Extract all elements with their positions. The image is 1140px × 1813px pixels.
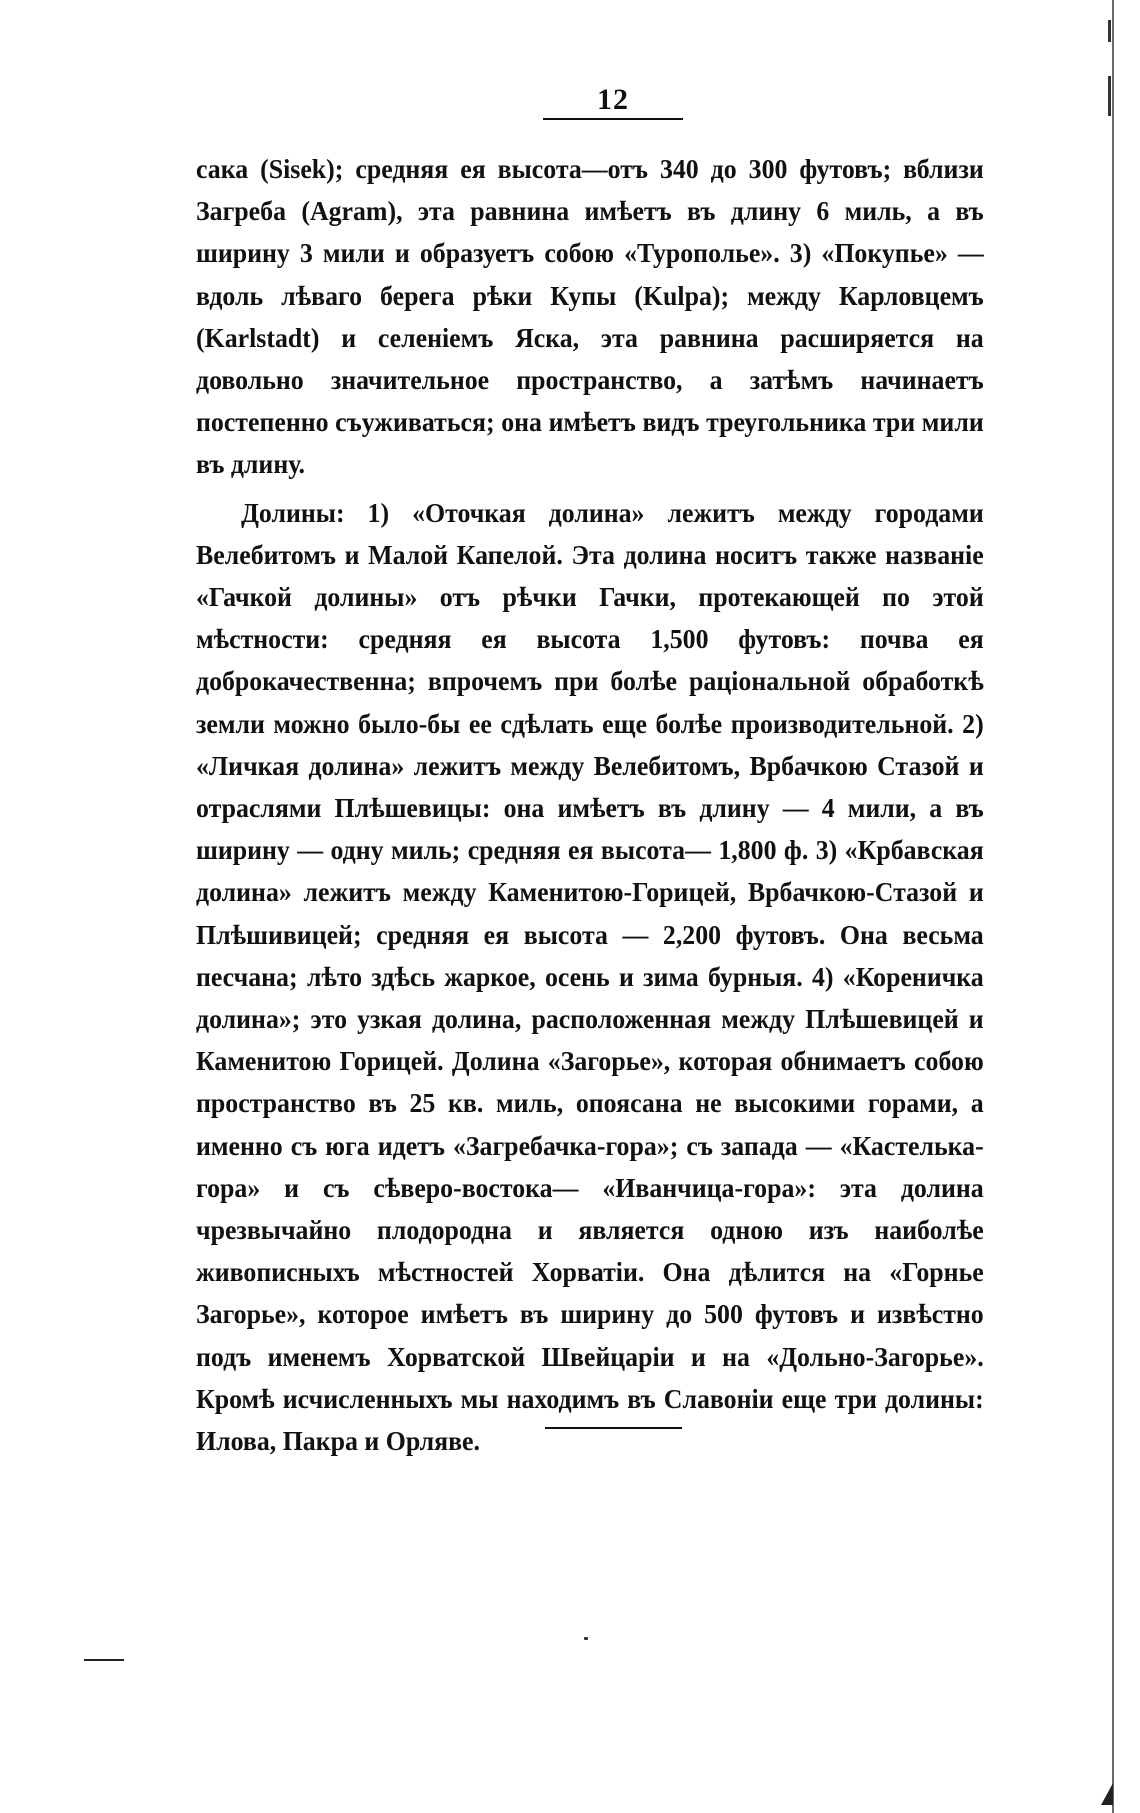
corner-mark [1101, 1783, 1113, 1805]
scan-edge-tick [1108, 20, 1111, 42]
scan-edge-tick [1108, 76, 1111, 116]
paragraph-2: Долины: 1) «Оточкая долина» лежитъ между городами Велебитомъ и Малой Капелой. Эта долина носитъ также названіе «Гачкой долины» отъ рѣчки Гачки, протекающей по этой мѣстности: средняя ея высота 1,500 футовъ: почва ея доброкачественна; впрочемъ при болѣе раціональной обработкѣ земли можно было-бы ее сдѣлать еще болѣе производительной. 2) «Личкая долина» лежитъ между Велебитомъ, Врбачкою Стазой и отраслями Плѣшевицы: она имѣетъ въ длину — 4 мили, а въ ширину — одну миль; средняя ея высота— 1,800 ф. 3) «Крбавская долина» лежитъ между Каменитою-Горицей, Врбачкою-Стазой и Плѣшивицей; средняя ея высота — 2,200 футовъ. Она весьма песчана; лѣто здѣсь жаркое, осень и зима бурныя. 4) «Кореничка долина»; это узкая долина, расположенная между Плѣшевицей и Каменитою Горицей. Долина «Загорье», которая обнимаетъ собою пространство въ 25 кв. миль, опоясана не высокими горами, а именно съ юга идетъ «Загребачка-гора»; съ запада — «Кастелька-гора» и съ сѣверо-востока— «Иванчица-гора»: эта долина чрезвычайно плодородна и является одною изъ наиболѣе живописныхъ мѣстностей Хорватіи. Она дѣлится на «Горнье Загорье», которое имѣетъ въ ширину до 500 футовъ и извѣстно подъ именемъ Хорватской Швейцаріи и на «Дольно-Загорье». Кромѣ исчисленныхъ мы находимъ въ Славоніи еще три долины: Илова, Пакра и Орляве. [196, 496, 984, 1457]
page-number-rule [543, 118, 683, 120]
page-number: 12 [597, 83, 629, 116]
margin-dash [84, 1659, 124, 1661]
closing-rule [545, 1427, 682, 1429]
body-text [196, 148, 984, 1462]
scan-edge-line [1112, 0, 1114, 1813]
paragraph-1: сака (Sisek); средняя ея высота—отъ 340 до 300 футовъ; вблизи Загреба (Agram), эта равнина имѣетъ въ длину 6 миль, а въ ширину 3 мили и образуетъ собою «Туропольe». 3) «Покупьe» —вдоль лѣваго берега рѣки Купы (Kulpa); между Карловцемъ (Karlstadt) и селеніемъ Яска, эта равнина расширяется на довольно значительное пространство, а затѣмъ начинаетъ постепенно съуживаться; она имѣетъ видъ треугольника три мили въ длину. [196, 153, 984, 480]
scan-speck [584, 1637, 588, 1640]
